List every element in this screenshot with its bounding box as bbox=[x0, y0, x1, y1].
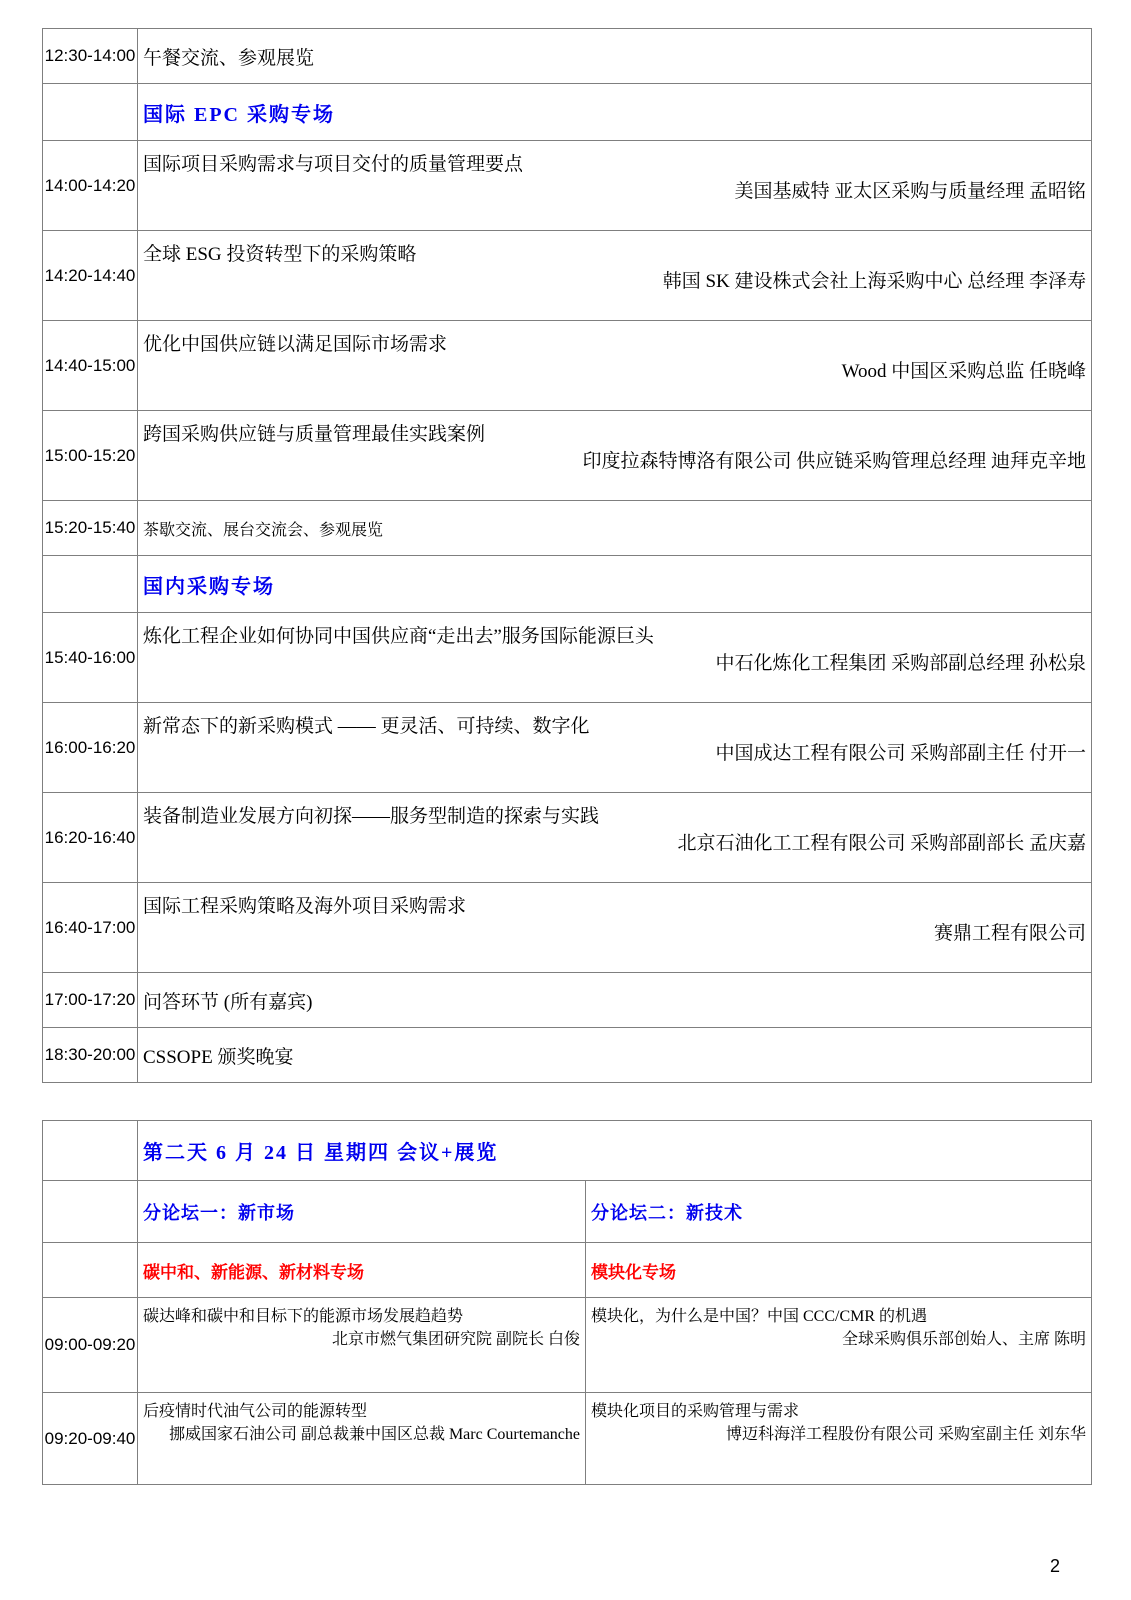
talk-speaker: 北京市燃气集团研究院 副院长 白俊 bbox=[331, 1331, 580, 1348]
schedule-row bbox=[43, 1298, 1092, 1393]
talk-inner bbox=[138, 141, 1091, 217]
time-cell bbox=[43, 556, 138, 613]
time-cell: 15:00-15:20 bbox=[43, 411, 138, 501]
activity-cell: 茶歇交流、展台交流会、参观展览 bbox=[138, 501, 1092, 556]
talk-inner bbox=[138, 613, 1091, 689]
talk-title: 炼化工程企业如何协同中国供应商“走出去”服务国际能源巨头 bbox=[143, 626, 654, 647]
schedule-row bbox=[43, 883, 1092, 973]
schedule-row bbox=[43, 703, 1092, 793]
talk-cell bbox=[138, 411, 1092, 501]
talk-cell bbox=[138, 703, 1092, 793]
talk-title: 新常态下的新采购模式 —— 更灵活、可持续、数字化 bbox=[143, 716, 590, 737]
talk-title: 碳达峰和碳中和目标下的能源市场发展趋趋势 bbox=[143, 1308, 464, 1325]
time-cell: 09:20-09:40 bbox=[43, 1393, 138, 1485]
talk-speaker: 挪威国家石油公司 副总裁兼中国区总裁 Marc Courtemanche bbox=[168, 1426, 580, 1443]
talk-speaker: 全球采购俱乐部创始人、主席 陈明 bbox=[841, 1331, 1086, 1348]
talk-speaker: 韩国 SK 建设株式会社上海采购中心 总经理 李泽寿 bbox=[662, 271, 1086, 292]
day2-schedule-table bbox=[42, 1120, 1092, 1485]
talk-cell bbox=[138, 883, 1092, 973]
talk-cell bbox=[138, 613, 1092, 703]
schedule-row bbox=[43, 973, 1092, 1028]
time-cell-empty bbox=[43, 1121, 138, 1181]
schedule-row bbox=[43, 84, 1092, 141]
talk-speaker: 博迈科海洋工程股份有限公司 采购室副主任 刘东华 bbox=[725, 1426, 1086, 1443]
schedule-row bbox=[43, 141, 1092, 231]
schedule-row bbox=[43, 613, 1092, 703]
special2-label: 模块化专场 bbox=[586, 1243, 1092, 1298]
day2-title: 第二天 6 月 24 日 星期四 会议+展览 bbox=[138, 1121, 1092, 1181]
schedule-row bbox=[43, 29, 1092, 84]
time-cell-empty bbox=[43, 1181, 138, 1243]
schedule-row bbox=[43, 793, 1092, 883]
time-cell bbox=[43, 84, 138, 141]
time-cell: 14:20-14:40 bbox=[43, 231, 138, 321]
talk-cell-left bbox=[138, 1298, 586, 1393]
talk-inner bbox=[138, 793, 1091, 869]
section-header-cell: 国际 EPC 采购专场 bbox=[138, 84, 1092, 141]
time-cell: 15:20-15:40 bbox=[43, 501, 138, 556]
talk-inner bbox=[138, 883, 1091, 959]
talk-inner bbox=[138, 1298, 585, 1359]
forum1-label: 分论坛一：新市场 bbox=[138, 1181, 586, 1243]
activity-cell: CSSOPE 颁奖晚宴 bbox=[138, 1028, 1092, 1083]
talk-title: 国际工程采购策略及海外项目采购需求 bbox=[143, 896, 467, 917]
talk-inner bbox=[138, 703, 1091, 779]
time-cell: 09:00-09:20 bbox=[43, 1298, 138, 1393]
talk-inner bbox=[138, 1393, 585, 1454]
time-cell: 17:00-17:20 bbox=[43, 973, 138, 1028]
day1-rows bbox=[43, 29, 1092, 1083]
schedule-row bbox=[43, 231, 1092, 321]
schedule-row bbox=[43, 321, 1092, 411]
talk-inner bbox=[138, 321, 1091, 397]
day1-schedule-table bbox=[42, 28, 1092, 1083]
special1-label: 碳中和、新能源、新材料专场 bbox=[138, 1243, 586, 1298]
talk-speaker: 赛鼎工程有限公司 bbox=[933, 923, 1086, 944]
talk-title: 优化中国供应链以满足国际市场需求 bbox=[143, 334, 448, 355]
talk-title: 模块化，为什么是中国？中国 CCC/CMR 的机遇 bbox=[591, 1308, 928, 1325]
time-cell: 12:30-14:00 bbox=[43, 29, 138, 84]
time-cell: 16:40-17:00 bbox=[43, 883, 138, 973]
special-session-row bbox=[43, 1243, 1092, 1298]
time-cell: 14:40-15:00 bbox=[43, 321, 138, 411]
talk-speaker: 中石化炼化工程集团 采购部副总经理 孙松泉 bbox=[715, 653, 1086, 674]
section-header-cell: 国内采购专场 bbox=[138, 556, 1092, 613]
talk-inner bbox=[138, 411, 1091, 487]
talk-inner bbox=[586, 1298, 1091, 1359]
schedule-row bbox=[43, 1393, 1092, 1485]
talk-inner bbox=[138, 231, 1091, 307]
talk-title: 模块化项目的采购管理与需求 bbox=[591, 1403, 800, 1420]
talk-cell-right bbox=[586, 1393, 1092, 1485]
time-cell: 14:00-14:20 bbox=[43, 141, 138, 231]
page-number: 2 bbox=[1050, 1556, 1061, 1576]
forum2-label: 分论坛二：新技术 bbox=[586, 1181, 1092, 1243]
time-cell: 16:20-16:40 bbox=[43, 793, 138, 883]
day2-rows bbox=[43, 1121, 1092, 1485]
talk-speaker: 中国成达工程有限公司 采购部副主任 付开一 bbox=[715, 743, 1086, 764]
talk-speaker: 印度拉森特博洛有限公司 供应链采购管理总经理 迪拜克辛地 bbox=[582, 451, 1086, 472]
time-cell: 16:00-16:20 bbox=[43, 703, 138, 793]
schedule-row bbox=[43, 411, 1092, 501]
talk-cell-right bbox=[586, 1298, 1092, 1393]
talk-cell bbox=[138, 321, 1092, 411]
talk-title: 跨国采购供应链与质量管理最佳实践案例 bbox=[143, 424, 486, 445]
time-cell: 15:40-16:00 bbox=[43, 613, 138, 703]
talk-inner bbox=[586, 1393, 1091, 1454]
talk-title: 装备制造业发展方向初探——服务型制造的探索与实践 bbox=[143, 806, 600, 827]
schedule-row bbox=[43, 1028, 1092, 1083]
forum-row bbox=[43, 1181, 1092, 1243]
talk-cell bbox=[138, 793, 1092, 883]
talk-cell bbox=[138, 231, 1092, 321]
talk-title: 后疫情时代油气公司的能源转型 bbox=[143, 1403, 368, 1420]
talk-title: 国际项目采购需求与项目交付的质量管理要点 bbox=[143, 154, 524, 175]
talk-speaker: Wood 中国区采购总监 任晓峰 bbox=[841, 361, 1086, 382]
talk-speaker: 北京石油化工工程有限公司 采购部副部长 孟庆嘉 bbox=[677, 833, 1086, 854]
talk-title: 全球 ESG 投资转型下的采购策略 bbox=[143, 244, 417, 265]
activity-cell: 问答环节 (所有嘉宾) bbox=[138, 973, 1092, 1028]
talk-cell-left bbox=[138, 1393, 586, 1485]
schedule-row bbox=[43, 501, 1092, 556]
activity-cell: 午餐交流、参观展览 bbox=[138, 29, 1092, 84]
schedule-row bbox=[43, 556, 1092, 613]
day2-header-row bbox=[43, 1121, 1092, 1181]
time-cell: 18:30-20:00 bbox=[43, 1028, 138, 1083]
talk-speaker: 美国基威特 亚太区采购与质量经理 孟昭铭 bbox=[734, 181, 1086, 202]
time-cell-empty bbox=[43, 1243, 138, 1298]
talk-cell bbox=[138, 141, 1092, 231]
